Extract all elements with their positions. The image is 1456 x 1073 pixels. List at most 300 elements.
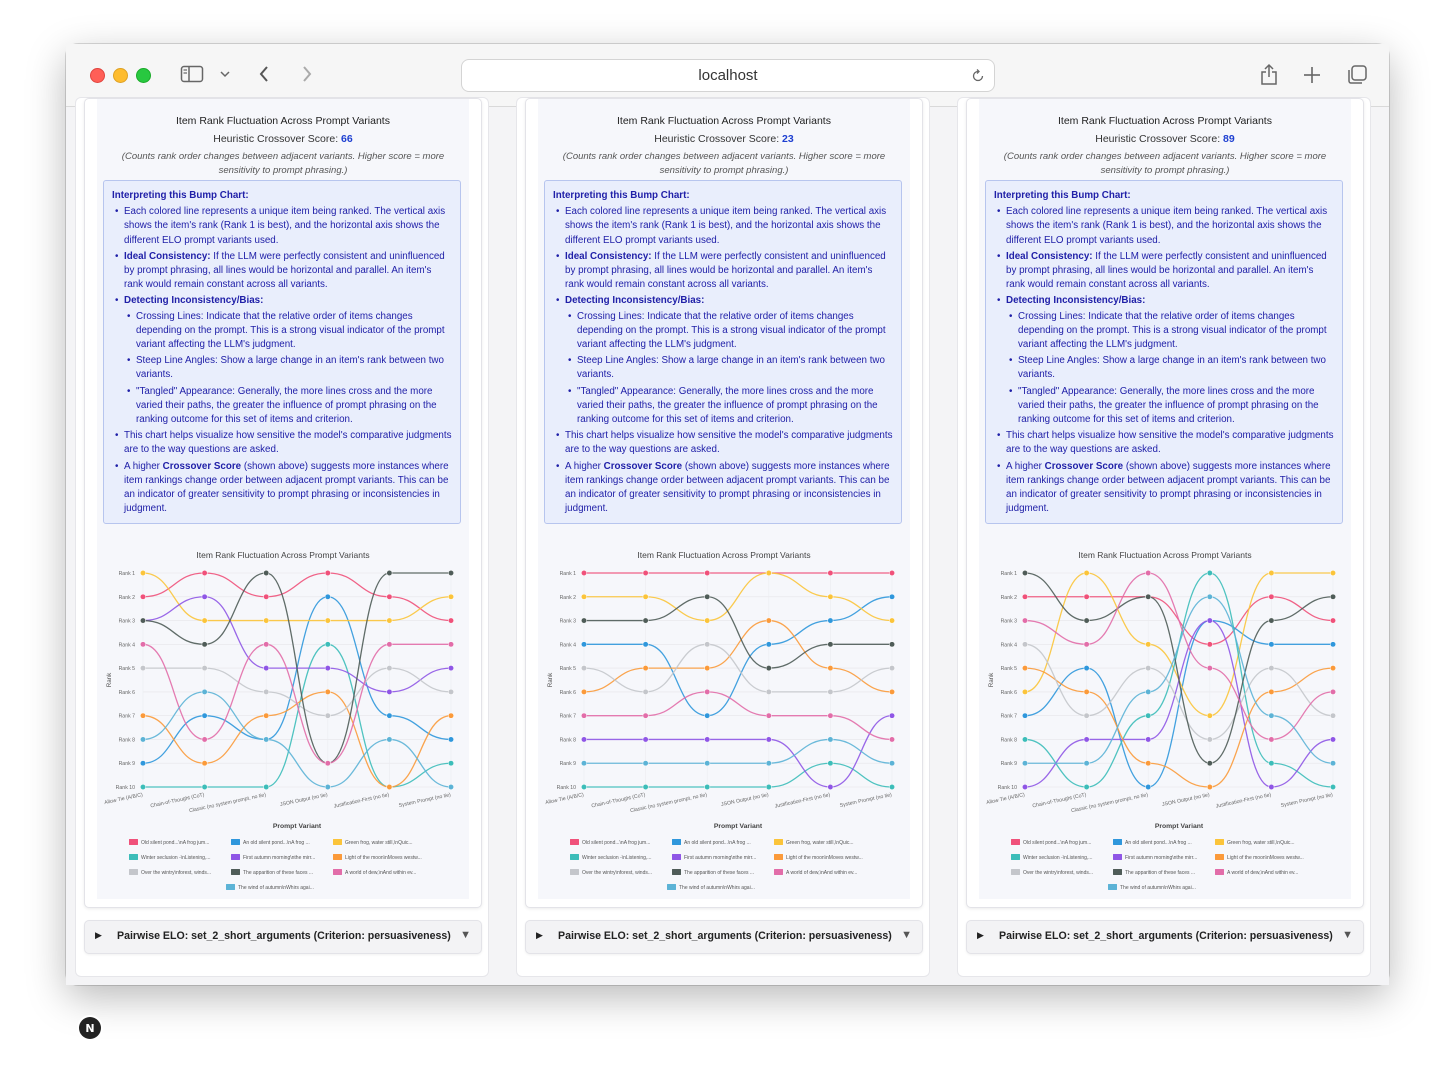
bullet-text: This chart helps visualize how sensitive the model's comparative judgments are to the way questions are asked. (1006, 430, 1334, 456)
y-tick-label: Rank 7 (1000, 713, 1017, 720)
result-card (966, 98, 1364, 908)
data-point (1084, 784, 1089, 789)
data-point (202, 618, 207, 623)
zoom-window-button[interactable] (136, 68, 151, 83)
data-point (1330, 737, 1335, 742)
bullet-text: Each colored line represents a unique item being ranked. The vertical axis shows the item's rank (Rank 1 is best), and the horizontal axis shows the different ELO prompt variants used. (1006, 206, 1328, 246)
series-line (143, 597, 451, 763)
data-point (1330, 570, 1335, 575)
data-point (264, 713, 269, 718)
interpretation-box (985, 180, 1343, 524)
data-point (766, 761, 771, 766)
list-item (1006, 460, 1334, 517)
data-point (766, 784, 771, 789)
list-item (124, 250, 452, 293)
close-window-button[interactable] (90, 68, 105, 83)
bullet-text: Indicate that the relative order of items changes depending on the prompt. This is a strong visual indicator of the prompt variant affecting the LLM's judgment. (577, 310, 886, 351)
interpretation-list (553, 205, 893, 516)
list-item (565, 429, 893, 457)
data-point (264, 594, 269, 599)
accordion-pairwise-elo[interactable] (84, 920, 482, 954)
bullet-text: (shown above) suggests more instances where item rankings change order between adjacent prompt variants. This can be an indicator of greater sensitivity to prompt phrasing or inconsistencies in judgment. (565, 460, 890, 515)
share-icon[interactable] (1258, 61, 1280, 87)
x-tick-label: Justification-First (no tie) (1215, 792, 1272, 810)
y-axis-label: Rank (547, 672, 554, 688)
x-tick-label: Classic (no system prompt, no tie) (1070, 792, 1149, 815)
expand-triangle-icon: ▶ (977, 930, 984, 940)
result-card (84, 98, 482, 908)
accordion-pairwise-elo[interactable] (525, 920, 923, 954)
interpretation-heading: Interpreting this Bump Chart: (112, 190, 249, 201)
data-point (643, 737, 648, 742)
legend-label: A world of dew,\nAnd within ev... (345, 870, 417, 876)
legend-swatch (672, 869, 681, 875)
data-point (325, 570, 330, 575)
series-line (143, 644, 451, 763)
data-point (889, 665, 894, 670)
data-point (766, 737, 771, 742)
data-point (202, 761, 207, 766)
interpretation-list (994, 205, 1334, 516)
score-value: 66 (341, 133, 353, 145)
interpretation-box (103, 180, 461, 524)
data-point (264, 737, 269, 742)
bullet-label: Detecting Inconsistency/Bias: (1006, 295, 1146, 307)
bullet-label: "Tangled" Appearance: (136, 385, 236, 397)
data-point (1146, 737, 1151, 742)
bump-chart (979, 539, 1351, 899)
y-tick-label: Rank 5 (1000, 666, 1017, 673)
chevron-down-icon: ▼ (1342, 929, 1353, 941)
list-item (577, 385, 893, 428)
y-tick-label: Rank 9 (1000, 761, 1017, 768)
bullet-label: Detecting Inconsistency/Bias: (124, 295, 264, 307)
y-tick-label: Rank 9 (118, 761, 135, 768)
bullet-text: A higher (1006, 460, 1045, 472)
y-tick-label: Rank 7 (118, 713, 135, 720)
data-point (140, 642, 145, 647)
score-label: Heuristic Crossover Score: (654, 133, 783, 145)
data-point (264, 642, 269, 647)
bullet-text: This chart helps visualize how sensitive the model's comparative judgments are to the way questions are asked. (565, 430, 893, 456)
data-point (581, 570, 586, 575)
chevron-down-icon: ▼ (460, 929, 471, 941)
legend-swatch (667, 884, 676, 890)
data-point (1269, 665, 1274, 670)
y-tick-label: Rank 4 (118, 642, 135, 649)
data-point (581, 665, 586, 670)
data-point (828, 618, 833, 623)
data-point (643, 713, 648, 718)
data-point (1207, 713, 1212, 718)
data-point (1022, 689, 1027, 694)
data-point (202, 689, 207, 694)
bump-chart (97, 539, 469, 899)
panel-column (75, 97, 489, 977)
data-point (1146, 784, 1151, 789)
data-point (889, 594, 894, 599)
list-item (577, 354, 893, 382)
list-item (124, 460, 452, 517)
data-point (140, 761, 145, 766)
data-point (1146, 761, 1151, 766)
data-point (889, 737, 894, 742)
legend-label: Over the wintry\nforest, winds... (582, 870, 653, 876)
y-tick-label: Rank 2 (559, 594, 576, 601)
y-tick-label: Rank 1 (1000, 571, 1017, 577)
data-point (1022, 761, 1027, 766)
interpretation-heading: Interpreting this Bump Chart: (553, 190, 690, 201)
list-item (1006, 429, 1334, 457)
list-item (136, 354, 452, 382)
legend-label: Green frog, water still,\nQuic... (345, 840, 413, 846)
bullet-label: Ideal Consistency: (124, 250, 211, 262)
data-point (1022, 642, 1027, 647)
bullet-label: Crossing Lines: (577, 310, 645, 322)
data-point (1269, 784, 1274, 789)
data-point (1207, 570, 1212, 575)
bullet-text: Each colored line represents a unique item being ranked. The vertical axis shows the item's rank (Rank 1 is best), and the horizontal axis shows the different ELO prompt variants used. (565, 206, 887, 246)
data-point (1146, 642, 1151, 647)
x-tick-label: Chain-of-Thought (CoT) (1031, 792, 1088, 810)
data-point (140, 713, 145, 718)
data-point (1269, 594, 1274, 599)
data-point (325, 642, 330, 647)
x-tick-label: JSON Output (no tie) (279, 792, 329, 809)
bullet-label: Steep Line Angles: (577, 355, 659, 367)
bullet-text: If the LLM were perfectly consistent and uninfluenced by prompt phrasing, all lines would be horizontal and parallel. An item's rank would remain constant across all variants. (124, 250, 445, 291)
chart-heading: Item Rank Fluctuation Across Prompt Variants (176, 115, 390, 127)
data-point (264, 784, 269, 789)
tabs-overview-icon[interactable] (1345, 63, 1369, 87)
data-point (1330, 642, 1335, 647)
bump-chart (538, 539, 910, 899)
chart-heading: Item Rank Fluctuation Across Prompt Variants (617, 115, 831, 127)
y-tick-label: Rank 10 (997, 785, 1017, 791)
legend-swatch (774, 839, 783, 845)
data-point (1146, 713, 1151, 718)
legend-label: The wind of autumn\nWhirs agai... (679, 885, 755, 891)
badge-label: N (85, 1021, 95, 1035)
data-point (705, 665, 710, 670)
x-tick-label: Allow Tie (A/B/C) (985, 792, 1026, 807)
data-point (1022, 594, 1027, 599)
data-point (828, 594, 833, 599)
series-line (584, 597, 892, 668)
legend-swatch (333, 854, 342, 860)
bullet-label: Steep Line Angles: (136, 355, 218, 367)
data-point (202, 784, 207, 789)
data-point (705, 689, 710, 694)
data-point (140, 570, 145, 575)
y-tick-label: Rank 7 (559, 713, 576, 720)
y-tick-label: Rank 5 (559, 666, 576, 673)
bullet-text: Each colored line represents a unique item being ranked. The vertical axis shows the item's rank (Rank 1 is best), and the horizontal axis shows the different ELO prompt variants used. (124, 206, 446, 246)
legend-label: The wind of autumn\nWhirs agai... (1120, 885, 1196, 891)
legend-swatch (129, 839, 138, 845)
x-axis-label: Prompt Variant (272, 823, 322, 830)
data-point (387, 642, 392, 647)
data-point (889, 570, 894, 575)
data-point (1207, 737, 1212, 742)
legend-swatch (1215, 869, 1224, 875)
y-axis-label: Rank (106, 672, 113, 688)
data-point (1022, 618, 1027, 623)
result-card (525, 98, 923, 908)
legend-swatch (1011, 854, 1020, 860)
x-tick-label: System Prompt (no tie) (1280, 792, 1334, 809)
legend-swatch (570, 854, 579, 860)
bump-chart-section (979, 99, 1351, 899)
accordion-title: Pairwise ELO: set_2_short_arguments (Criterion: persuasiveness) (117, 930, 451, 942)
data-point (1330, 713, 1335, 718)
bullet-text: Show a large change in an item's rank between two variants. (1018, 355, 1326, 381)
data-point (264, 570, 269, 575)
score-explanation: (Counts rank order changes between adjacent variants. Higher score = more sensitivity to prompt phrasing.) (562, 151, 886, 176)
browser-window (66, 44, 1389, 1035)
data-point (828, 784, 833, 789)
data-point (705, 761, 710, 766)
data-point (325, 713, 330, 718)
legend-label: First autumn morning\nthe mirr... (684, 855, 757, 861)
legend-swatch (1108, 884, 1117, 890)
bump-chart-section (538, 99, 910, 899)
series-line (584, 739, 892, 763)
y-tick-label: Rank 8 (559, 737, 576, 744)
chevron-down-icon: ▼ (901, 929, 912, 941)
y-tick-label: Rank 1 (118, 571, 135, 577)
list-item (565, 205, 893, 248)
bullet-text: (shown above) suggests more instances where item rankings change order between adjacent prompt variants. This can be an indicator of greater sensitivity to prompt phrasing or inconsistencies in judgment. (1006, 460, 1331, 515)
score-label: Heuristic Crossover Score: (213, 133, 342, 145)
data-point (140, 784, 145, 789)
data-point (387, 737, 392, 742)
y-axis-label: Rank (988, 672, 995, 688)
list-item (1006, 294, 1334, 427)
chevron-down-icon[interactable] (219, 68, 231, 80)
bullet-text: If the LLM were perfectly consistent and uninfluenced by prompt phrasing, all lines would be horizontal and parallel. An item's rank would remain constant across all variants. (565, 250, 886, 291)
data-point (1084, 594, 1089, 599)
chart-title: Item Rank Fluctuation Across Prompt Variants (1078, 550, 1252, 560)
list-item (136, 310, 452, 353)
interpretation-box (544, 180, 902, 524)
bullet-text: Generally, the more lines cross and the more varied their paths, the greater the influence of prompt phrasing on the ranking outcome for this set of items and criterion. (1018, 385, 1319, 426)
data-point (889, 689, 894, 694)
data-point (581, 618, 586, 623)
score-explanation: (Counts rank order changes between adjacent variants. Higher score = more sensitivity to prompt phrasing.) (121, 151, 445, 176)
x-tick-label: Allow Tie (A/B/C) (544, 792, 585, 807)
data-point (766, 642, 771, 647)
data-point (766, 618, 771, 623)
bullet-text: Show a large change in an item's rank between two variants. (577, 355, 885, 381)
data-point (889, 618, 894, 623)
y-tick-label: Rank 5 (118, 666, 135, 673)
crossover-score (979, 133, 1351, 145)
data-point (766, 570, 771, 575)
legend-label: Green frog, water still,\nQuic... (786, 840, 854, 846)
data-point (1207, 642, 1212, 647)
data-point (1269, 761, 1274, 766)
data-point (448, 784, 453, 789)
data-point (828, 713, 833, 718)
data-point (1330, 689, 1335, 694)
data-point (705, 784, 710, 789)
data-point (448, 642, 453, 647)
bullet-label: Steep Line Angles: (1018, 355, 1100, 367)
series-line (584, 597, 892, 716)
data-point (1269, 689, 1274, 694)
data-point (448, 713, 453, 718)
list-item (124, 294, 452, 427)
data-point (325, 784, 330, 789)
data-point (1330, 761, 1335, 766)
data-point (1084, 761, 1089, 766)
y-tick-label: Rank 6 (118, 689, 135, 696)
data-point (581, 784, 586, 789)
new-tab-icon[interactable] (1301, 64, 1323, 86)
crossover-score (538, 133, 910, 145)
data-point (1022, 737, 1027, 742)
address-bar[interactable] (461, 59, 995, 92)
series-line (1025, 668, 1333, 787)
data-point (828, 642, 833, 647)
legend-swatch (570, 839, 579, 845)
data-point (643, 618, 648, 623)
list-item (1018, 310, 1334, 353)
data-point (325, 665, 330, 670)
y-tick-label: Rank 3 (118, 618, 135, 625)
legend-label: The wind of autumn\nWhirs agai... (238, 885, 314, 891)
minimize-window-button[interactable] (113, 68, 128, 83)
data-point (1330, 665, 1335, 670)
list-item (124, 205, 452, 248)
y-tick-label: Rank 10 (556, 785, 576, 791)
legend-label: The apparition of these faces ... (684, 870, 755, 876)
legend-swatch (1215, 839, 1224, 845)
data-point (828, 761, 833, 766)
legend-label: An old silent pond...\nA frog ... (1125, 840, 1192, 846)
score-value: 23 (782, 133, 794, 145)
data-point (1084, 618, 1089, 623)
data-point (1022, 713, 1027, 718)
legend-swatch (129, 869, 138, 875)
sidebar-icon[interactable] (180, 64, 204, 84)
data-point (766, 713, 771, 718)
data-point (643, 689, 648, 694)
data-point (1269, 618, 1274, 623)
y-tick-label: Rank 4 (559, 642, 576, 649)
data-point (705, 737, 710, 742)
panel-column (957, 97, 1371, 977)
forward-icon[interactable] (299, 64, 315, 84)
reload-icon[interactable] (970, 68, 986, 84)
data-point (643, 570, 648, 575)
list-item (1018, 354, 1334, 382)
x-tick-label: Allow Tie (A/B/C) (103, 792, 144, 807)
legend-label: Old silent pond...\nA frog jum... (1023, 840, 1092, 846)
data-point (705, 618, 710, 623)
data-point (448, 761, 453, 766)
bullet-text: A higher (124, 460, 163, 472)
legend-label: Over the wintry\nforest, winds... (141, 870, 212, 876)
bullet-text: If the LLM were perfectly consistent and uninfluenced by prompt phrasing, all lines would be horizontal and parallel. An item's rank would remain constant across all variants. (1006, 250, 1327, 291)
interpretation-heading: Interpreting this Bump Chart: (994, 190, 1131, 201)
bullet-text: Indicate that the relative order of items changes depending on the prompt. This is a strong visual indicator of the prompt variant affecting the LLM's judgment. (1018, 310, 1327, 351)
x-tick-label: System Prompt (no tie) (839, 792, 893, 809)
x-axis-label: Prompt Variant (713, 823, 763, 830)
y-tick-label: Rank 10 (115, 785, 135, 791)
bullet-label: Ideal Consistency: (565, 250, 652, 262)
data-point (1022, 784, 1027, 789)
nextjs-badge-button[interactable] (79, 1017, 101, 1039)
x-tick-label: Chain-of-Thought (CoT) (149, 792, 206, 810)
legend-swatch (129, 854, 138, 860)
score-label: Heuristic Crossover Score: (1095, 133, 1224, 145)
bullet-label: Crossing Lines: (136, 310, 204, 322)
x-tick-label: Justification-First (no tie) (333, 792, 390, 810)
bullet-label: Detecting Inconsistency/Bias: (565, 295, 705, 307)
legend-swatch (1113, 854, 1122, 860)
legend-swatch (672, 839, 681, 845)
legend-label: Over the wintry\nforest, winds... (1023, 870, 1094, 876)
data-point (140, 618, 145, 623)
y-tick-label: Rank 2 (1000, 594, 1017, 601)
data-point (1084, 713, 1089, 718)
crossover-score (97, 133, 469, 145)
bullet-label: Crossover Score (603, 460, 683, 472)
data-point (1207, 594, 1212, 599)
data-point (1146, 665, 1151, 670)
legend-swatch (1215, 854, 1224, 860)
y-tick-label: Rank 6 (559, 689, 576, 696)
series-line (1025, 573, 1333, 739)
data-point (448, 618, 453, 623)
x-tick-label: Classic (no system prompt, no tie) (188, 792, 267, 815)
bullet-text: A higher (565, 460, 604, 472)
legend-label: First autumn morning\nthe mirr... (1125, 855, 1198, 861)
sub-list (565, 310, 893, 428)
legend-label: First autumn morning\nthe mirr... (243, 855, 316, 861)
back-icon[interactable] (256, 64, 272, 84)
data-point (889, 761, 894, 766)
data-point (264, 618, 269, 623)
data-point (705, 594, 710, 599)
data-point (1022, 665, 1027, 670)
data-point (140, 665, 145, 670)
list-item (565, 460, 893, 517)
data-point (1207, 618, 1212, 623)
bullet-label: "Tangled" Appearance: (1018, 385, 1118, 397)
sub-list (124, 310, 452, 428)
expand-triangle-icon: ▶ (95, 930, 102, 940)
legend-swatch (333, 839, 342, 845)
legend-swatch (1113, 869, 1122, 875)
data-point (325, 618, 330, 623)
legend-swatch (774, 869, 783, 875)
accordion-pairwise-elo[interactable] (966, 920, 1364, 954)
legend-label: Old silent pond...\nA frog jum... (141, 840, 210, 846)
legend-label: Winter seclusion -\nListening,... (1023, 855, 1093, 861)
score-value: 89 (1223, 133, 1235, 145)
data-point (1269, 713, 1274, 718)
data-point (828, 737, 833, 742)
chart-heading: Item Rank Fluctuation Across Prompt Variants (1058, 115, 1272, 127)
data-point (1146, 689, 1151, 694)
data-point (202, 570, 207, 575)
data-point (1084, 665, 1089, 670)
x-tick-label: Classic (no system prompt, no tie) (629, 792, 708, 815)
data-point (140, 594, 145, 599)
